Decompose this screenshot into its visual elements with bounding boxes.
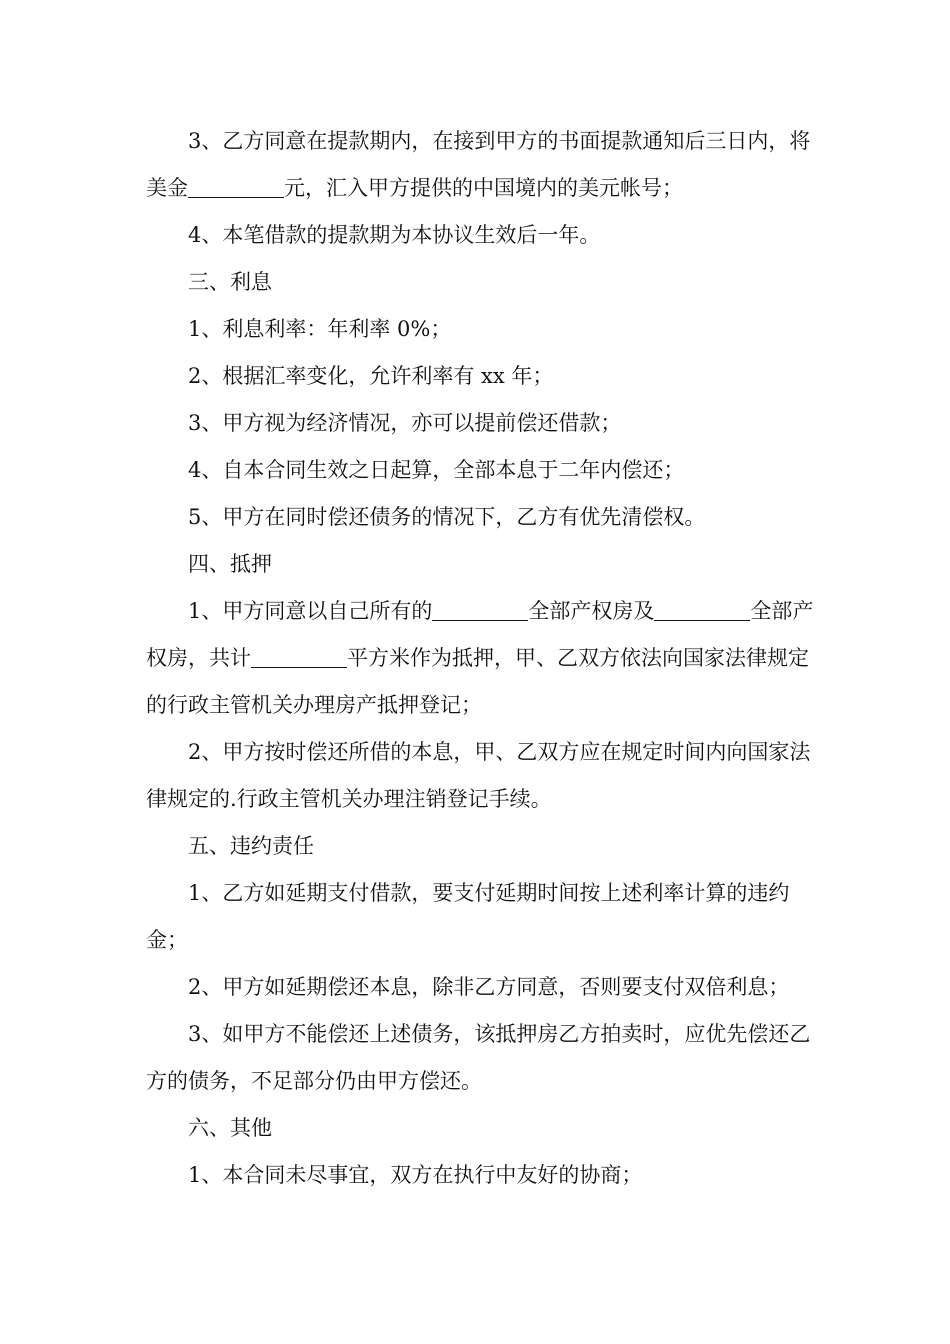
paragraph-mortgage-release: 2、甲方按时偿还所借的本息，甲、乙双方应在规定时间内向国家法律规定的.行政主管机关办理注销登记手续。 [146,740,811,811]
amount-blank [188,173,284,198]
document-body [146,118,826,1199]
paragraph-default-auction: 3、如甲方不能偿还上述债务，该抵押房乙方拍卖时，应优先偿还乙方的债务，不足部分仍由甲方偿还。 [146,1022,811,1093]
paragraph-early-repayment: 3、甲方视为经济情况，亦可以提前偿还借款； [188,411,622,435]
paragraph-drawdown-period: 4、本笔借款的提款期为本协议生效后一年。 [188,223,601,247]
section-heading-liability: 五、违约责任 [188,834,314,858]
section-heading-other: 六、其他 [188,1116,272,1140]
paragraph-unresolved-matters: 1、本合同未尽事宜，双方在执行中友好的协商； [188,1163,643,1187]
property-blank-2 [654,596,750,621]
paragraph-drawdown-transfer: 3、乙方同意在提款期内，在接到甲方的书面提款通知后三日内，将美金 元，汇入甲方提供的中国境内的美元帐号； [146,129,811,200]
property-blank-1 [432,596,528,621]
section-heading-interest: 三、利息 [188,270,272,294]
paragraph-rate-adjustment: 2、根据汇率变化，允许利率有 xx 年； [188,364,554,388]
section-heading-mortgage: 四、抵押 [188,552,272,576]
area-blank [251,643,347,668]
paragraph-repayment-term: 4、自本合同生效之日起算，全部本息于二年内偿还； [188,458,685,482]
paragraph-mortgage-property: 1、甲方同意以自己所有的 全部产权房及 全部产权房，共计 平方米作为抵押，甲、乙双方依法向国家法律规定的行政主管机关办理房产抵押登记； [146,588,826,729]
paragraph-interest-rate: 1、利息利率：年利率 0%； [188,317,452,341]
paragraph-late-repayment: 2、甲方如延期偿还本息，除非乙方同意，否则要支付双倍利息； [188,975,790,999]
paragraph-priority-repayment: 5、甲方在同时偿还债务的情况下，乙方有优先清偿权。 [188,505,706,529]
paragraph-late-payment: 1、乙方如延期支付借款，要支付延期时间按上述利率计算的违约金； [146,881,790,952]
